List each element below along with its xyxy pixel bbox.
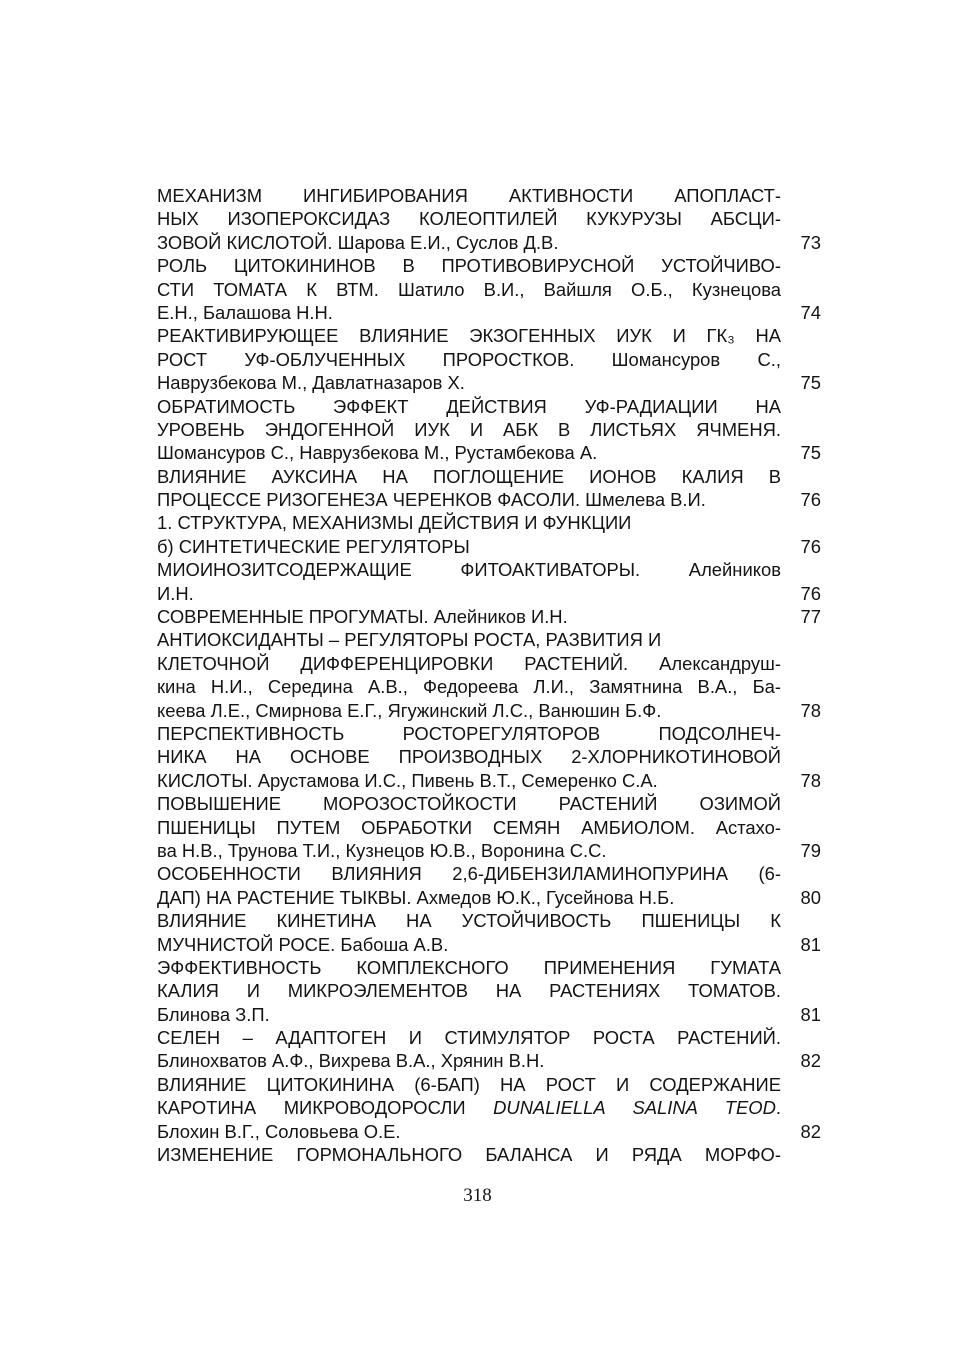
toc-line xyxy=(157,184,821,207)
toc-line xyxy=(157,371,821,394)
toc-line xyxy=(157,839,821,862)
toc-line-text: Е.Н., Балашова Н.Н. xyxy=(157,301,333,323)
toc-line-text: КАРОТИНА МИКРОВОДОРОСЛИ DUNALIELLA SALINA TEOD. xyxy=(157,1097,781,1119)
toc-line xyxy=(157,535,821,558)
toc-page-number: 74 xyxy=(800,301,821,323)
toc-page-number: 78 xyxy=(800,769,821,791)
toc-line xyxy=(157,652,821,675)
toc-line xyxy=(157,1096,821,1119)
toc-lines xyxy=(157,184,821,1166)
toc-line xyxy=(157,511,821,534)
toc-page-number: 80 xyxy=(800,886,821,908)
toc-line-text: И.Н. xyxy=(157,582,194,604)
toc-line xyxy=(157,1120,821,1143)
toc-line-text: ВЛИЯНИЕ АУКСИНА НА ПОГЛОЩЕНИЕ ИОНОВ КАЛИЯ В xyxy=(157,465,781,487)
toc-page-number: 77 xyxy=(800,606,821,628)
toc-line xyxy=(157,862,821,885)
toc-line-text: АНТИОКСИДАНТЫ – РЕГУЛЯТОРЫ РОСТА, РАЗВИТИЯ И xyxy=(157,629,662,651)
toc-line-text: ВЛИЯНИЕ КИНЕТИНА НА УСТОЙЧИВОСТЬ ПШЕНИЦЫ К xyxy=(157,910,781,932)
toc-line-text: ва Н.В., Трунова Т.И., Кузнецов Ю.В., Воронина С.С. xyxy=(157,839,607,861)
toc-line xyxy=(157,1049,821,1072)
toc-line xyxy=(157,324,821,347)
toc-page-number: 78 xyxy=(800,699,821,721)
species-name: DUNALIELLA SALINA TEOD xyxy=(493,1097,776,1119)
toc-page-number: 79 xyxy=(800,839,821,861)
toc-line-text: ЗОВОЙ КИСЛОТОЙ. Шарова Е.И., Суслов Д.В. xyxy=(157,231,559,253)
toc-line-text: ДАП) НА РАСТЕНИЕ ТЫКВЫ. Ахмедов Ю.К., Гусейнова Н.Б. xyxy=(157,886,675,908)
toc-line xyxy=(157,933,821,956)
toc-line-text: КЛЕТОЧНОЙ ДИФФЕРЕНЦИРОВКИ РАСТЕНИЙ. Александруш- xyxy=(157,652,781,674)
toc-line-text: Блинова З.П. xyxy=(157,1003,270,1025)
toc-line xyxy=(157,979,821,1002)
table-of-contents xyxy=(157,184,821,1166)
toc-line-text: МИОИНОЗИТСОДЕРЖАЩИЕ ФИТОАКТИВАТОРЫ. Алейников xyxy=(157,559,781,581)
toc-line xyxy=(157,1026,821,1049)
toc-page-number: 81 xyxy=(800,933,821,955)
toc-page-number: 75 xyxy=(800,442,821,464)
toc-line xyxy=(157,628,821,651)
toc-line-text: ОСОБЕННОСТИ ВЛИЯНИЯ 2,6-ДИБЕНЗИЛАМИНОПУРИНА (6- xyxy=(157,863,781,885)
toc-line-text: Наврузбекова М., Давлатназаров Х. xyxy=(157,372,465,394)
toc-line-text: МУЧНИСТОЙ РОСЕ. Бабоша А.В. xyxy=(157,933,449,955)
toc-line xyxy=(157,816,821,839)
toc-line xyxy=(157,699,821,722)
toc-line-text: ОБРАТИМОСТЬ ЭФФЕКТ ДЕЙСТВИЯ УФ-РАДИАЦИИ НА xyxy=(157,395,781,417)
toc-page-number: 75 xyxy=(800,372,821,394)
toc-line-text: СЕЛЕН – АДАПТОГЕН И СТИМУЛЯТОР РОСТА РАСТЕНИЙ. xyxy=(157,1027,781,1049)
toc-line-text: КИСЛОТЫ. Арустамова И.С., Пивень В.Т., Семеренко С.А. xyxy=(157,769,658,791)
toc-line xyxy=(157,675,821,698)
toc-line xyxy=(157,745,821,768)
toc-line-text: б) СИНТЕТИЧЕСКИЕ РЕГУЛЯТОРЫ xyxy=(157,535,470,557)
page-number: 318 xyxy=(463,1185,492,1206)
toc-line xyxy=(157,956,821,979)
toc-page-number: 73 xyxy=(800,231,821,253)
toc-line-text: 1. СТРУКТУРА, МЕХАНИЗМЫ ДЕЙСТВИЯ И ФУНКЦИИ xyxy=(157,512,632,534)
toc-line-text: ПОВЫШЕНИЕ МОРОЗОСТОЙКОСТИ РАСТЕНИЙ ОЗИМОЙ xyxy=(157,793,781,815)
toc-line-text: Блохин В.Г., Соловьева О.Е. xyxy=(157,1120,401,1142)
toc-line-text: кина Н.И., Середина А.В., Федореева Л.И., Замятнина В.А., Ба- xyxy=(157,676,781,698)
toc-line-text: НИКА НА ОСНОВЕ ПРОИЗВОДНЫХ 2-ХЛОРНИКОТИНОВОЙ xyxy=(157,746,781,768)
toc-line-text: ЭФФЕКТИВНОСТЬ КОМПЛЕКСНОГО ПРИМЕНЕНИЯ ГУМАТА xyxy=(157,956,781,978)
toc-line-text: ПРОЦЕССЕ РИЗОГЕНЕЗА ЧЕРЕНКОВ ФАСОЛИ. Шмелева В.И. xyxy=(157,489,706,511)
toc-line xyxy=(157,395,821,418)
toc-line-text: Блинохватов А.Ф., Вихрева В.А., Хрянин В.Н. xyxy=(157,1050,545,1072)
toc-line-text: НЫХ ИЗОПЕРОКСИДАЗ КОЛЕОПТИЛЕЙ КУКУРУЗЫ АБСЦИ- xyxy=(157,208,781,230)
toc-line xyxy=(157,348,821,371)
toc-line xyxy=(157,301,821,324)
toc-line xyxy=(157,231,821,254)
toc-line-text: СОВРЕМЕННЫЕ ПРОГУМАТЫ. Алейников И.Н. xyxy=(157,606,568,628)
toc-line xyxy=(157,1073,821,1096)
toc-line-text: УРОВЕНЬ ЭНДОГЕННОЙ ИУК И АБК В ЛИСТЬЯХ ЯЧМЕНЯ. xyxy=(157,418,781,440)
toc-line xyxy=(157,722,821,745)
toc-line xyxy=(157,278,821,301)
toc-line xyxy=(157,558,821,581)
toc-line xyxy=(157,465,821,488)
toc-line xyxy=(157,605,821,628)
toc-line xyxy=(157,488,821,511)
toc-line-text: ВЛИЯНИЕ ЦИТОКИНИНА (6-БАП) НА РОСТ И СОДЕРЖАНИЕ xyxy=(157,1073,781,1095)
toc-line xyxy=(157,418,821,441)
toc-line xyxy=(157,441,821,464)
toc-line-text: СТИ ТОМАТА К ВТМ. Шатило В.И., Вайшля О.Б., Кузнецова xyxy=(157,278,781,300)
toc-line xyxy=(157,207,821,230)
toc-line-text: Шомансуров С., Наврузбекова М., Рустамбекова А. xyxy=(157,442,598,464)
toc-line xyxy=(157,909,821,932)
toc-line xyxy=(157,582,821,605)
toc-page-number: 76 xyxy=(800,535,821,557)
toc-line xyxy=(157,769,821,792)
toc-line-text: МЕХАНИЗМ ИНГИБИРОВАНИЯ АКТИВНОСТИ АПОПЛАСТ- xyxy=(157,185,781,206)
toc-line xyxy=(157,254,821,277)
toc-line-text: РОЛЬ ЦИТОКИНИНОВ В ПРОТИВОВИРУСНОЙ УСТОЙЧИВО- xyxy=(157,255,781,277)
toc-line-text: РОСТ УФ-ОБЛУЧЕННЫХ ПРОРОСТКОВ. Шомансуров С., xyxy=(157,348,781,370)
toc-line xyxy=(157,886,821,909)
toc-line-text: ИЗМЕНЕНИЕ ГОРМОНАЛЬНОГО БАЛАНСА И РЯДА МОРФО- xyxy=(157,1144,781,1166)
toc-page-number: 76 xyxy=(800,489,821,511)
toc-line xyxy=(157,792,821,815)
toc-line-text: ПШЕНИЦЫ ПУТЕМ ОБРАБОТКИ СЕМЯН АМБИОЛОМ. Астахо- xyxy=(157,816,781,838)
toc-line-text: РЕАКТИВИРУЮЩЕЕ ВЛИЯНИЕ ЭКЗОГЕННЫХ ИУК И ГК₃ НА xyxy=(157,325,781,347)
toc-line xyxy=(157,1143,821,1166)
toc-page-number: 81 xyxy=(800,1003,821,1025)
toc-line-text: КАЛИЯ И МИКРОЭЛЕМЕНТОВ НА РАСТЕНИЯХ ТОМАТОВ. xyxy=(157,980,781,1002)
toc-line-text: ПЕРСПЕКТИВНОСТЬ РОСТОРЕГУЛЯТОРОВ ПОДСОЛНЕЧ- xyxy=(157,722,781,744)
toc-page-number: 76 xyxy=(800,582,821,604)
toc-page-number: 82 xyxy=(800,1120,821,1142)
toc-page-number: 82 xyxy=(800,1050,821,1072)
toc-line-text: кеева Л.Е., Смирнова Е.Г., Ягужинский Л.С., Ванюшин Б.Ф. xyxy=(157,699,662,721)
toc-line xyxy=(157,1003,821,1026)
